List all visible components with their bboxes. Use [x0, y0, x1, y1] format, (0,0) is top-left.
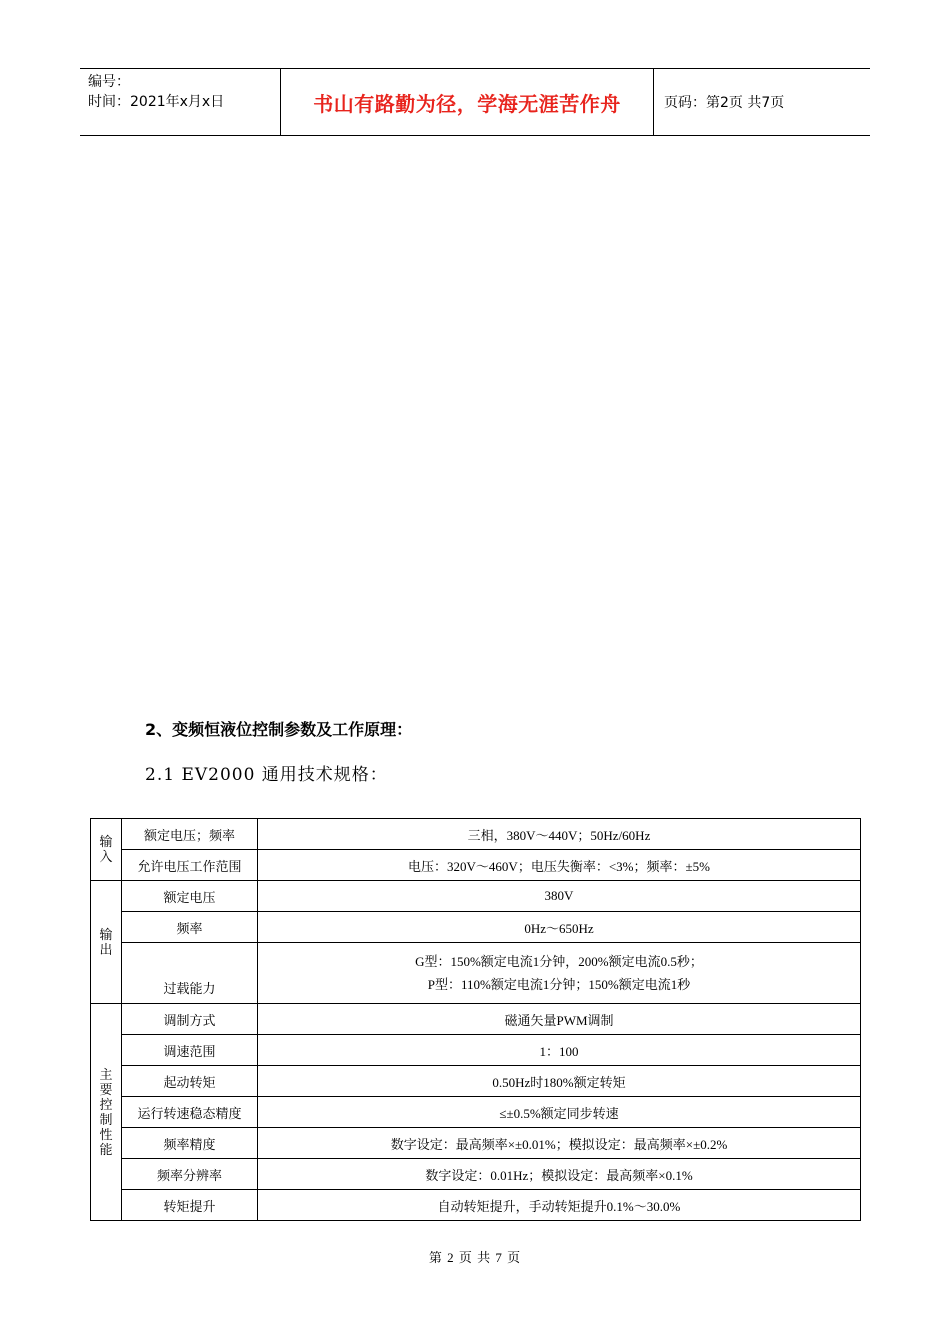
- header-meta: [80, 69, 281, 135]
- spec-value: 0.50Hz时180%额定转矩: [258, 1066, 861, 1097]
- table-row: [91, 1190, 861, 1221]
- spec-name: 额定电压: [122, 881, 258, 912]
- spec-value: 数字设定：最高频率×±0.01%；模拟设定：最高频率×±0.2%: [258, 1128, 861, 1159]
- table-row: [91, 1097, 861, 1128]
- spec-value: 磁通矢量PWM调制: [258, 1004, 861, 1035]
- spec-name: 额定电压；频率: [122, 819, 258, 850]
- table-row: [91, 850, 861, 881]
- group-label: 主要控制性能: [99, 1066, 113, 1157]
- spec-name: 调速范围: [122, 1035, 258, 1066]
- spec-value: [258, 943, 861, 1004]
- table-row: [91, 912, 861, 943]
- group-cell-input: [91, 819, 122, 881]
- group-label: 输出: [99, 926, 113, 957]
- page-header: [80, 68, 870, 136]
- spec-value: 自动转矩提升，手动转矩提升0.1%～30.0%: [258, 1190, 861, 1221]
- group-cell-control: [91, 1004, 122, 1221]
- spec-name: 起动转矩: [122, 1066, 258, 1097]
- spec-name: 过载能力: [122, 943, 258, 1004]
- table-row: [91, 1004, 861, 1035]
- group-cell-output: [91, 881, 122, 1004]
- group-label: 输入: [99, 834, 113, 864]
- page-footer: 第 2 页 共 7 页: [428, 1250, 522, 1265]
- spec-value-line: P型：110%额定电流1分钟；150%额定电流1秒: [427, 977, 691, 992]
- spec-value: 三相，380V～440V；50Hz/60Hz: [258, 819, 861, 850]
- spec-name: 频率: [122, 912, 258, 943]
- spec-value: 电压：320V～460V；电压失衡率：<3%；频率：±5%: [258, 850, 861, 881]
- spec-value: 数字设定：0.01Hz；模拟设定：最高频率×0.1%: [258, 1159, 861, 1190]
- spec-name: 允许电压工作范围: [122, 850, 258, 881]
- header-motto: 书山有路勤为径，学海无涯苦作舟: [313, 91, 621, 116]
- header-page-info: 页码：第2页 共7页: [664, 95, 785, 111]
- spec-value: ≤±0.5%额定同步转速: [258, 1097, 861, 1128]
- subsection-title: 2.1 EV2000 通用技术规格：: [145, 765, 388, 785]
- spec-value-line: G型：150%额定电流1分钟，200%额定电流0.5秒；: [415, 954, 703, 969]
- table-row: [91, 1128, 861, 1159]
- table-row: [91, 1066, 861, 1097]
- spec-value: 1：100: [258, 1035, 861, 1066]
- spec-name: 频率精度: [122, 1128, 258, 1159]
- spec-value: 0Hz～650Hz: [258, 912, 861, 943]
- section-title: 2、变频恒液位控制参数及工作原理：: [145, 720, 413, 739]
- table-row: [91, 1159, 861, 1190]
- table-row: [91, 943, 861, 1004]
- spec-value: 380V: [258, 881, 861, 912]
- table-row: [91, 881, 861, 912]
- spec-name: 运行转速稳态精度: [122, 1097, 258, 1128]
- spec-name: 频率分辨率: [122, 1159, 258, 1190]
- document-number: 编号：: [88, 74, 130, 90]
- table-row: [91, 819, 861, 850]
- document-time: 时间：2021年x月x日: [88, 94, 225, 110]
- table-row: [91, 1035, 861, 1066]
- spec-name: 转矩提升: [122, 1190, 258, 1221]
- header-motto-cell: [281, 69, 654, 135]
- spec-name: 调制方式: [122, 1004, 258, 1035]
- spec-table: [90, 818, 861, 1221]
